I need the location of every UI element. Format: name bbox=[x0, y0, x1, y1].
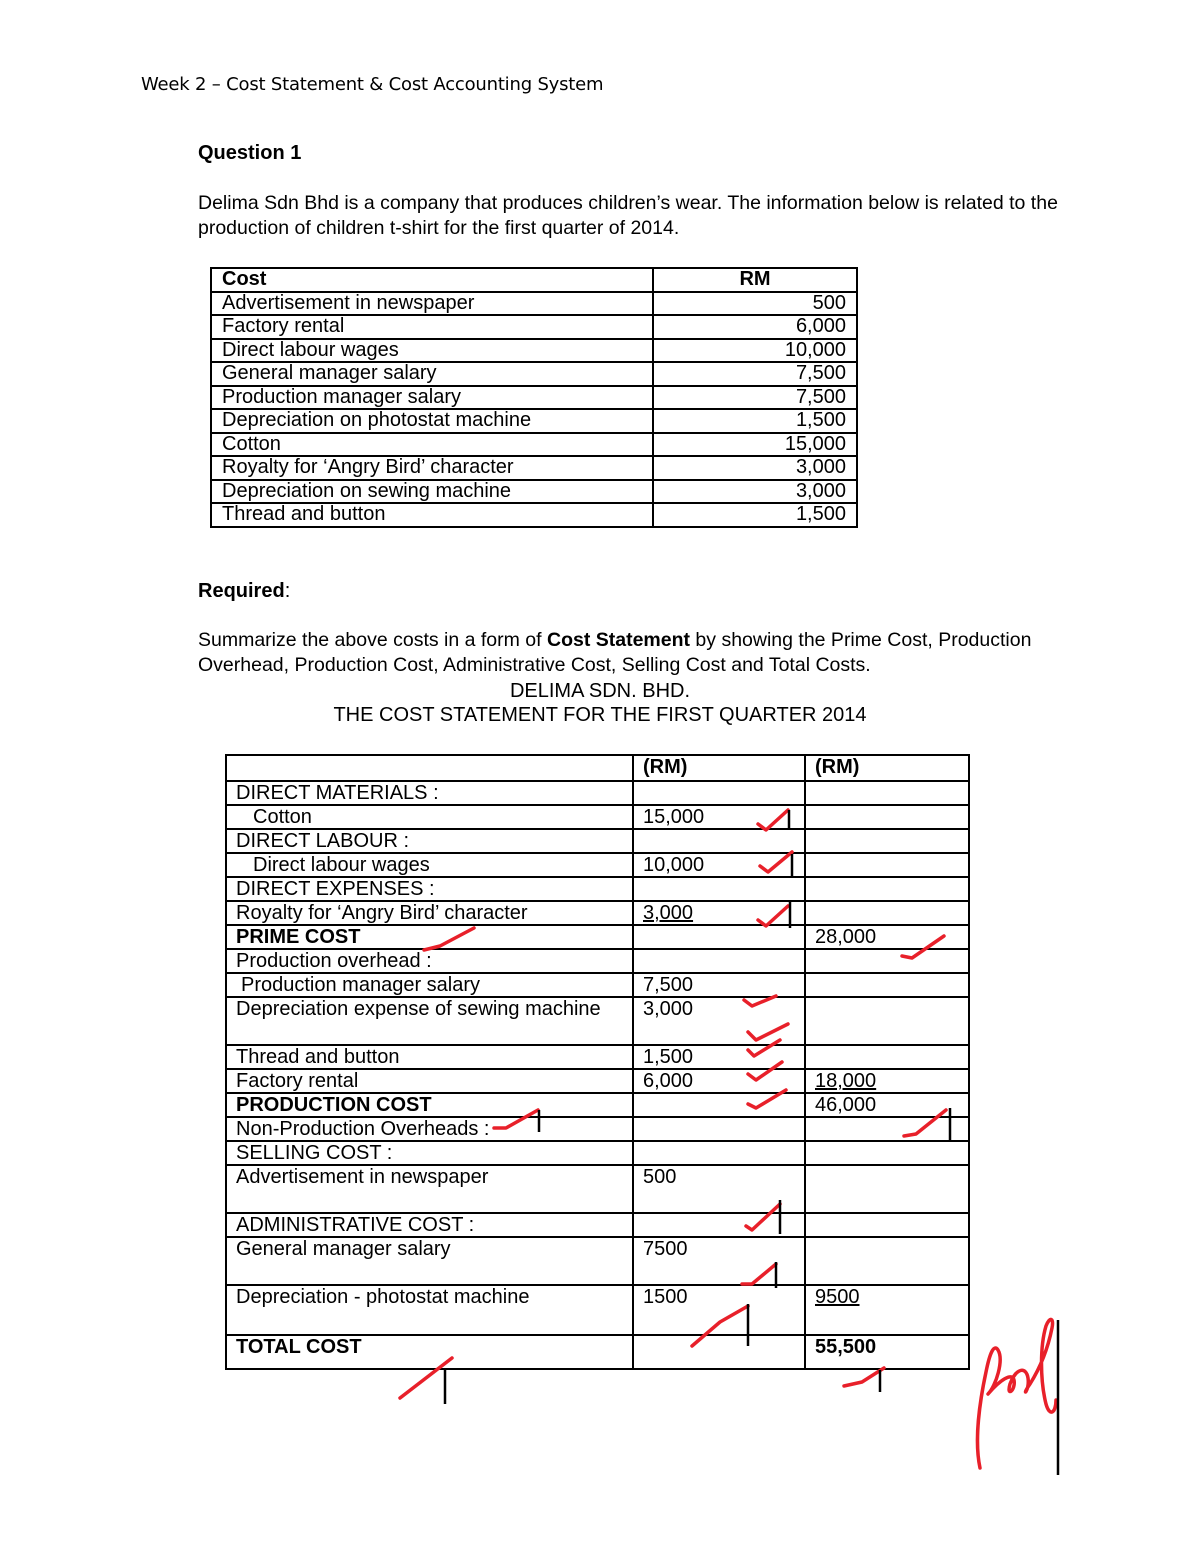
statement-value-2: 55,500 bbox=[805, 1335, 969, 1369]
table-row bbox=[226, 1165, 969, 1213]
tick-mark bbox=[844, 1368, 884, 1386]
statement-value-1: 500 bbox=[633, 1165, 805, 1213]
statement-label: PRIME COST bbox=[226, 925, 633, 949]
table-row bbox=[226, 1285, 969, 1335]
statement-value-1: 3,000 bbox=[633, 997, 805, 1045]
instruction-before: Summarize the above costs in a form of bbox=[198, 629, 547, 651]
cost-amount: 3,000 bbox=[653, 480, 857, 504]
statement-value-2 bbox=[805, 997, 969, 1045]
table-row bbox=[226, 781, 969, 805]
statement-label: PRODUCTION COST bbox=[226, 1093, 633, 1117]
cost-amount: 3,000 bbox=[653, 456, 857, 480]
statement-value-2: 28,000 bbox=[805, 925, 969, 949]
statement-value-2 bbox=[805, 1237, 969, 1285]
statement-value-1 bbox=[633, 925, 805, 949]
statement-value-1: 1500 bbox=[633, 1285, 805, 1335]
statement-label: Royalty for ‘Angry Bird’ character bbox=[226, 901, 633, 925]
cost-item: Depreciation on photostat machine bbox=[211, 409, 653, 433]
statement-value-2 bbox=[805, 973, 969, 997]
cost-item: Depreciation on sewing machine bbox=[211, 480, 653, 504]
cost-column-header: Cost bbox=[211, 268, 653, 292]
statement-value-2 bbox=[805, 1045, 969, 1069]
cost-item: Cotton bbox=[211, 433, 653, 457]
statement-value-1: 10,000 bbox=[633, 853, 805, 877]
statement-value-1 bbox=[633, 781, 805, 805]
statement-label: SELLING COST : bbox=[226, 1141, 633, 1165]
cost-amount: 500 bbox=[653, 292, 857, 316]
cost-amount: 7,500 bbox=[653, 362, 857, 386]
instruction-text bbox=[198, 628, 1058, 678]
cost-statement-table bbox=[225, 754, 970, 1370]
statement-value-1 bbox=[633, 1335, 805, 1369]
statement-label: DIRECT EXPENSES : bbox=[226, 877, 633, 901]
table-row bbox=[211, 409, 857, 433]
table-row bbox=[211, 315, 857, 339]
cost-item: Production manager salary bbox=[211, 386, 653, 410]
question-intro: Delima Sdn Bhd is a company that produces children’s wear. The information below is related to the production of children t-shirt for the first quarter of 2014. bbox=[198, 192, 1058, 239]
statement-label: Cotton bbox=[226, 805, 633, 829]
cost-table bbox=[210, 267, 858, 528]
cost-amount: 7,500 bbox=[653, 386, 857, 410]
handwritten-signature bbox=[978, 1319, 1056, 1468]
statement-value-1: 7500 bbox=[633, 1237, 805, 1285]
table-row bbox=[226, 949, 969, 973]
table-row bbox=[211, 386, 857, 410]
table-row bbox=[226, 925, 969, 949]
statement-value-2: 9500 bbox=[805, 1285, 969, 1335]
statement-value-1 bbox=[633, 949, 805, 973]
cost-item: Advertisement in newspaper bbox=[211, 292, 653, 316]
table-row bbox=[226, 1117, 969, 1141]
table-row bbox=[226, 1093, 969, 1117]
table-row bbox=[226, 1335, 969, 1369]
statement-value-1 bbox=[633, 877, 805, 901]
statement-value-2 bbox=[805, 781, 969, 805]
question-title: Question 1 bbox=[198, 142, 302, 164]
cost-amount: 1,500 bbox=[653, 503, 857, 527]
statement-value-1 bbox=[633, 1141, 805, 1165]
statement-value-1 bbox=[633, 1093, 805, 1117]
table-row bbox=[226, 877, 969, 901]
statement-value-1 bbox=[633, 1213, 805, 1237]
cost-item: Direct labour wages bbox=[211, 339, 653, 363]
statement-value-2 bbox=[805, 805, 969, 829]
statement-value-2 bbox=[805, 949, 969, 973]
statement-value-2: 46,000 bbox=[805, 1093, 969, 1117]
statement-value-2: 18,000 bbox=[805, 1069, 969, 1093]
table-row bbox=[226, 1237, 969, 1285]
table-row bbox=[226, 901, 969, 925]
table-row bbox=[226, 805, 969, 829]
table-row bbox=[226, 1045, 969, 1069]
required-heading bbox=[198, 580, 290, 603]
statement-value-1 bbox=[633, 1117, 805, 1141]
table-row bbox=[211, 480, 857, 504]
table-row bbox=[226, 853, 969, 877]
statement-value-1: 3,000 bbox=[633, 901, 805, 925]
table-row bbox=[226, 1213, 969, 1237]
statement-value-1: 15,000 bbox=[633, 805, 805, 829]
company-name: DELIMA SDN. BHD. bbox=[509, 680, 691, 702]
instruction-after: by showing the Prime Cost, Production Overhead, Production Cost, Administrative Cost, Selling Cost and Total Costs. bbox=[198, 629, 1032, 676]
table-row bbox=[226, 1141, 969, 1165]
rm-header-1: (RM) bbox=[633, 755, 805, 781]
cost-item: General manager salary bbox=[211, 362, 653, 386]
statement-label: Production manager salary bbox=[226, 973, 633, 997]
statement-label: DIRECT MATERIALS : bbox=[226, 781, 633, 805]
table-row bbox=[226, 1069, 969, 1093]
statement-label: General manager salary bbox=[226, 1237, 633, 1285]
table-row bbox=[211, 456, 857, 480]
statement-header-row bbox=[226, 755, 969, 781]
statement-label: Advertisement in newspaper bbox=[226, 1165, 633, 1213]
blank-header-cell bbox=[226, 755, 633, 781]
statement-value-2 bbox=[805, 1213, 969, 1237]
statement-value-1: 6,000 bbox=[633, 1069, 805, 1093]
table-row bbox=[211, 292, 857, 316]
statement-value-2 bbox=[805, 1117, 969, 1141]
statement-label: ADMINISTRATIVE COST : bbox=[226, 1213, 633, 1237]
table-row bbox=[211, 362, 857, 386]
statement-label: Production overhead : bbox=[226, 949, 633, 973]
statement-value-2 bbox=[805, 901, 969, 925]
instruction-bold: Cost Statement bbox=[546, 629, 691, 651]
statement-value-1: 7,500 bbox=[633, 973, 805, 997]
statement-label: Non-Production Overheads : bbox=[226, 1117, 633, 1141]
statement-label: TOTAL COST bbox=[226, 1335, 633, 1369]
statement-label: Depreciation expense of sewing machine bbox=[226, 997, 633, 1045]
statement-title: THE COST STATEMENT FOR THE FIRST QUARTER 2014 bbox=[333, 704, 867, 726]
statement-label: DIRECT LABOUR : bbox=[226, 829, 633, 853]
statement-value-2 bbox=[805, 1165, 969, 1213]
statement-value-2 bbox=[805, 853, 969, 877]
statement-value-2 bbox=[805, 1141, 969, 1165]
rm-header-2: (RM) bbox=[805, 755, 969, 781]
table-row bbox=[211, 339, 857, 363]
cost-amount: 10,000 bbox=[653, 339, 857, 363]
rm-column-header: RM bbox=[653, 268, 857, 292]
table-row bbox=[226, 973, 969, 997]
cost-amount: 6,000 bbox=[653, 315, 857, 339]
statement-value-1 bbox=[633, 829, 805, 853]
statement-value-2 bbox=[805, 829, 969, 853]
statement-label: Direct labour wages bbox=[226, 853, 633, 877]
required-colon: : bbox=[284, 580, 291, 602]
statement-value-1: 1,500 bbox=[633, 1045, 805, 1069]
statement-label: Thread and button bbox=[226, 1045, 633, 1069]
cost-item: Thread and button bbox=[211, 503, 653, 527]
cost-amount: 1,500 bbox=[653, 409, 857, 433]
cost-item: Royalty for ‘Angry Bird’ character bbox=[211, 456, 653, 480]
table-row bbox=[211, 503, 857, 527]
page-header: Week 2 – Cost Statement & Cost Accounting System bbox=[141, 74, 604, 95]
cost-table-header bbox=[211, 268, 857, 292]
statement-value-2 bbox=[805, 877, 969, 901]
cost-amount: 15,000 bbox=[653, 433, 857, 457]
table-row bbox=[226, 997, 969, 1045]
table-row bbox=[226, 829, 969, 853]
table-row bbox=[211, 433, 857, 457]
statement-label: Depreciation - photostat machine bbox=[226, 1285, 633, 1335]
statement-label: Factory rental bbox=[226, 1069, 633, 1093]
cost-item: Factory rental bbox=[211, 315, 653, 339]
required-label: Required bbox=[198, 580, 285, 602]
